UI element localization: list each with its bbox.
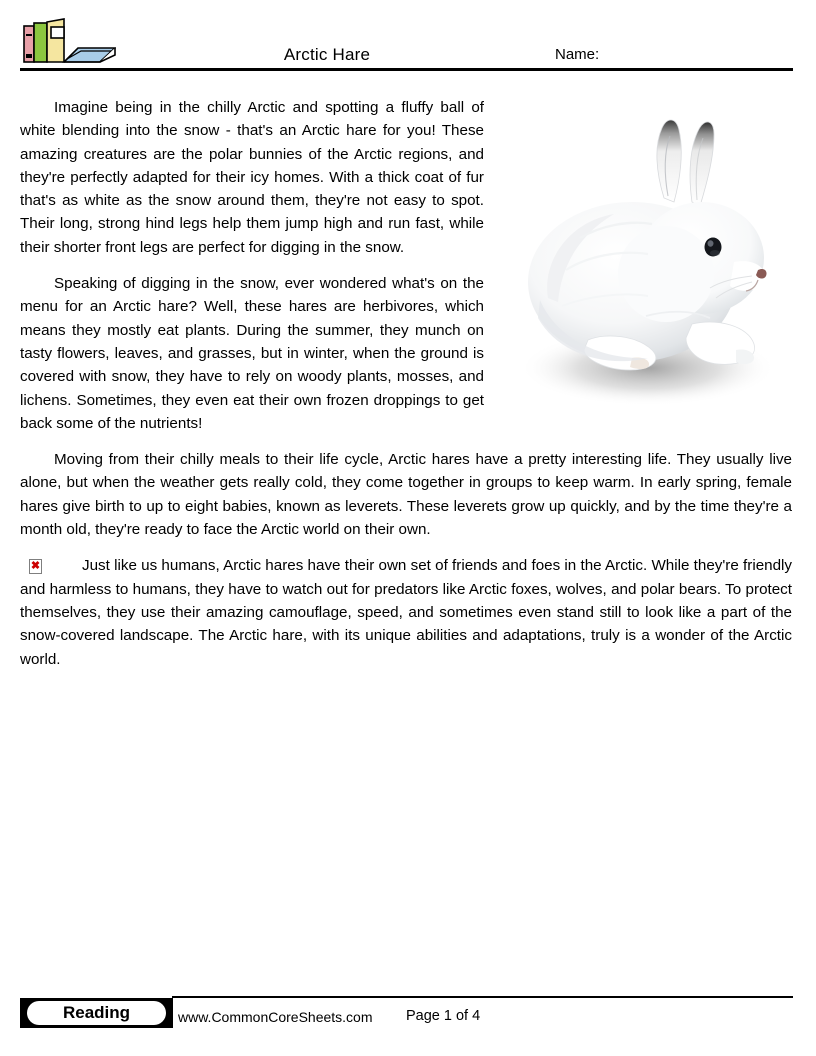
footer-divider xyxy=(172,996,793,998)
subject-badge-label: Reading xyxy=(27,1001,166,1025)
site-url[interactable]: www.CommonCoreSheets.com xyxy=(178,1009,373,1025)
broken-image-icon xyxy=(29,559,42,574)
broken-image-x-mark: ✖ xyxy=(30,560,41,573)
page-number: Page 1 of 4 xyxy=(406,1008,481,1024)
passage-paragraph-1: Imagine being in the chilly Arctic and spotting a fluffy ball of white blending into the snow - that's an Arctic hare for you! These amazing creatures are the polar bunnies of the Arctic regions, and they're perfectly adapted for their icy homes. With a thick coat of fur that's as white as the snow around them, they're not easy to spot. Their long, strong hind legs help them jump high and run fast, while their shorter front legs are perfect for digging in the snow. xyxy=(20,99,484,256)
arctic-hare-image xyxy=(496,110,792,420)
passage-paragraph-2: Speaking of digging in the snow, ever wondered what's on the menu for an Arctic hare? Well, these hares are herbivores, which means they mostly eat plants. During the summer, they munch on tasty flowers, leaves, and grasses, but in winter, when the ground is covered with snow, they have to rely on woody plants, mosses, and lichens. Sometimes, they even eat their own frozen droppings to get back some of the nutrients! xyxy=(20,275,484,432)
worksheet-header xyxy=(20,16,793,72)
passage-paragraph-3: Moving from their chilly meals to their life cycle, Arctic hares have a pretty interesting life. They usually live alone, but when the weather gets really cold, they come together in groups to keep warm. In early spring, female hares give birth to up to eight babies, known as leverets. These leverets grow up quickly, and by the time they're a month old, they're ready to face the Arctic world on their own. xyxy=(20,451,792,539)
passage-body xyxy=(20,96,792,684)
page-title: Arctic Hare xyxy=(283,45,371,64)
name-field-label: Name: xyxy=(555,46,600,63)
subject-badge xyxy=(20,998,173,1028)
passage-paragraph-4: Just like us humans, Arctic hares have their own set of friends and foes in the Arctic. While they're friendly and harmless to humans, they have to watch out for predators like Arctic foxes, wolves, and polar bears. To protect themselves, they use their amazing camouflage, speed, and sometimes even stand still to look like a part of the snow-covered landscape. The Arctic hare, with its unique abilities and adaptations, truly is a wonder of the Arctic world. xyxy=(20,557,792,668)
header-divider xyxy=(20,68,793,71)
worksheet-footer xyxy=(20,996,793,1032)
